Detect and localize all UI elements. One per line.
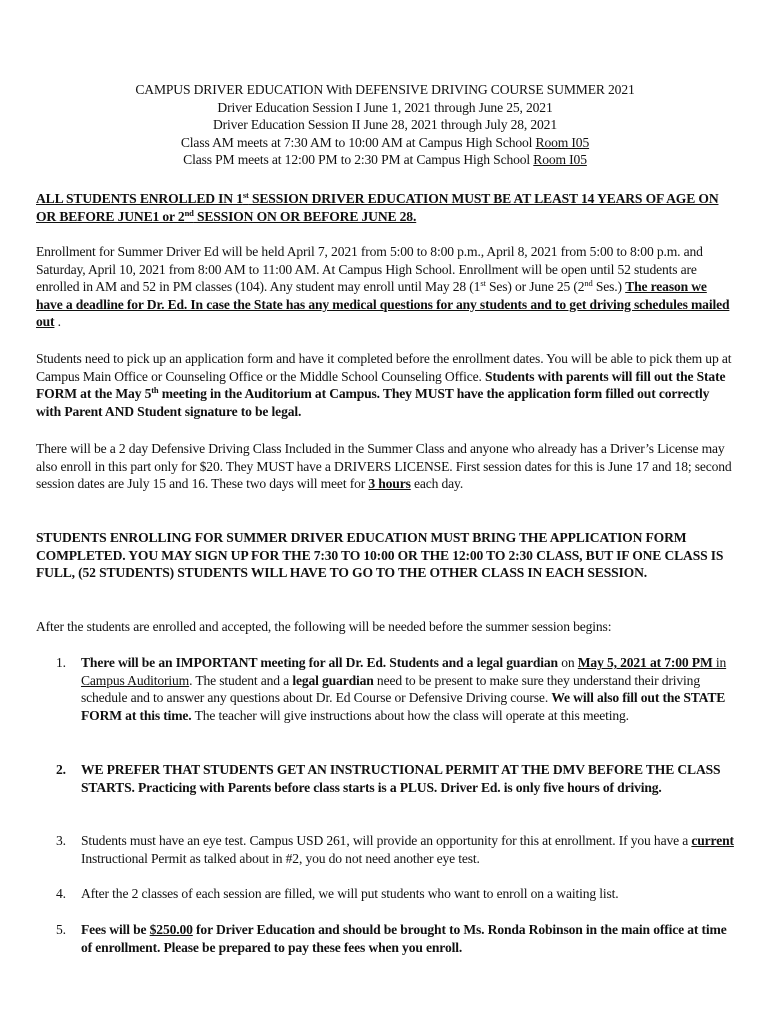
list-item: 1. There will be an IMPORTANT meeting for all Dr. Ed. Students and a legal guardian on May 5, 2021 at 7:00 PM in Campus Auditorium. The student and a legal guardian need to be present to make sure they understand their driving schedule and to answer any questions about Dr. Ed Course or Defensive Driving course. We will also fill out the STATE FORM at this time. The teacher will give instructions about how the class will operate at this meeting. (56, 655, 727, 723)
after-enrollment-intro: After the students are enrolled and accepted, the following will be needed before the summer session begins: (36, 619, 612, 634)
fee-amount: $250.00 (149, 922, 193, 937)
age-requirement-notice: ALL STUDENTS ENROLLED IN 1st SESSION DRIVER EDUCATION MUST BE AT LEAST 14 YEARS OF AGE ON OR BEFORE JUNE1 or 2nd SESSION ON OR BEFORE JUNE 28. (36, 190, 719, 224)
application-paragraph: Students need to pick up an application form and have it completed before the enrollment dates. You will be able to pick them up at Campus Main Office or Counseling Office or the Middle School Counseling Office. Students with parents will fill out the State FORM at the May 5th meeting in the Auditorium at Campus. They MUST have the application form filled out correctly with Parent AND Student signature to be legal. (36, 351, 732, 419)
defensive-driving-paragraph: There will be a 2 day Defensive Driving Class Included in the Summer Class and anyone who already has a Driver’s License may also enroll in this part only for $20. They MUST have a DRIVERS LICENSE. First session dates for this is June 17 and 18; second session dates are July 15 and 16. These two days will meet for 3 hours each day. (36, 441, 732, 492)
list-item: 3. Students must have an eye test. Campus USD 261, will provide an opportunity for this at enrollment. If you have a current Instructional Permit as talked about in #2, you do not need another eye test. (56, 833, 734, 866)
bring-application-notice: STUDENTS ENROLLING FOR SUMMER DRIVER EDUCATION MUST BRING THE APPLICATION FORM COMPLETED. YOU MAY SIGN UP FOR THE 7:30 TO 10:00 OR THE 12:00 TO 2:30 CLASS, BUT IF ONE CLASS IS FULL, (52 STUDENTS) STUDENTS WILL HAVE TO GO TO THE OTHER CLASS IN EACH SESSION. (36, 530, 724, 581)
document-header (36, 81, 734, 169)
deadline-reason: The reason we have a deadline for Dr. Ed. In case the State has any medical questions for any students and to get driving schedules mailed out (36, 279, 730, 330)
pm-class-times: Class PM meets at 12:00 PM to 2:30 PM at Campus High School Room I05 (183, 152, 587, 168)
session-1-dates: Driver Education Session I June 1, 2021 through June 25, 2021 (217, 99, 553, 115)
session-2-dates: Driver Education Session II June 28, 2021 through July 28, 2021 (213, 117, 557, 133)
list-item: 5. Fees will be $250.00 for Driver Education and should be brought to Ms. Ronda Robinson in the main office at time of enrollment. Please be prepared to pay these fees when you enroll. (56, 922, 727, 955)
am-class-times: Class AM meets at 7:30 AM to 10:00 AM at Campus High School Room I05 (180, 134, 590, 150)
meeting-date: May 5, 2021 at 7:00 PM (577, 655, 713, 670)
list-item: 2. WE PREFER THAT STUDENTS GET AN INSTRUCTIONAL PERMIT AT THE DMV BEFORE THE CLASS STARTS. Practicing with Parents before class starts is a PLUS. Driver Ed. is only five hours of driving. (56, 762, 721, 795)
pm-room: Room I05 (533, 152, 587, 168)
am-room: Room I05 (535, 134, 590, 150)
hours-emphasis: 3 hours (368, 476, 411, 492)
list-item: 4. After the 2 classes of each session are filled, we will put students who want to enroll on a waiting list. (56, 886, 619, 901)
enrollment-paragraph: Enrollment for Summer Driver Ed will be held April 7, 2021 from 5:00 to 8:00 p.m., April 8, 2021 from 5:00 to 8:00 p.m. and Saturday, April 10, 2021 from 8:00 AM to 11:00 AM. At Campus High School. Enrollment will be open until 52 students are enrolled in AM and 52 in PM classes (104). Any student may enroll until May 28 (1st Ses) or June 25 (2nd Ses.) The reason we have a deadline for Dr. Ed. In case the State has any medical questions for any students and to get driving schedules mailed out . (36, 244, 730, 330)
course-title: CAMPUS DRIVER EDUCATION With DEFENSIVE DRIVING COURSE SUMMER 2021 (135, 82, 635, 97)
